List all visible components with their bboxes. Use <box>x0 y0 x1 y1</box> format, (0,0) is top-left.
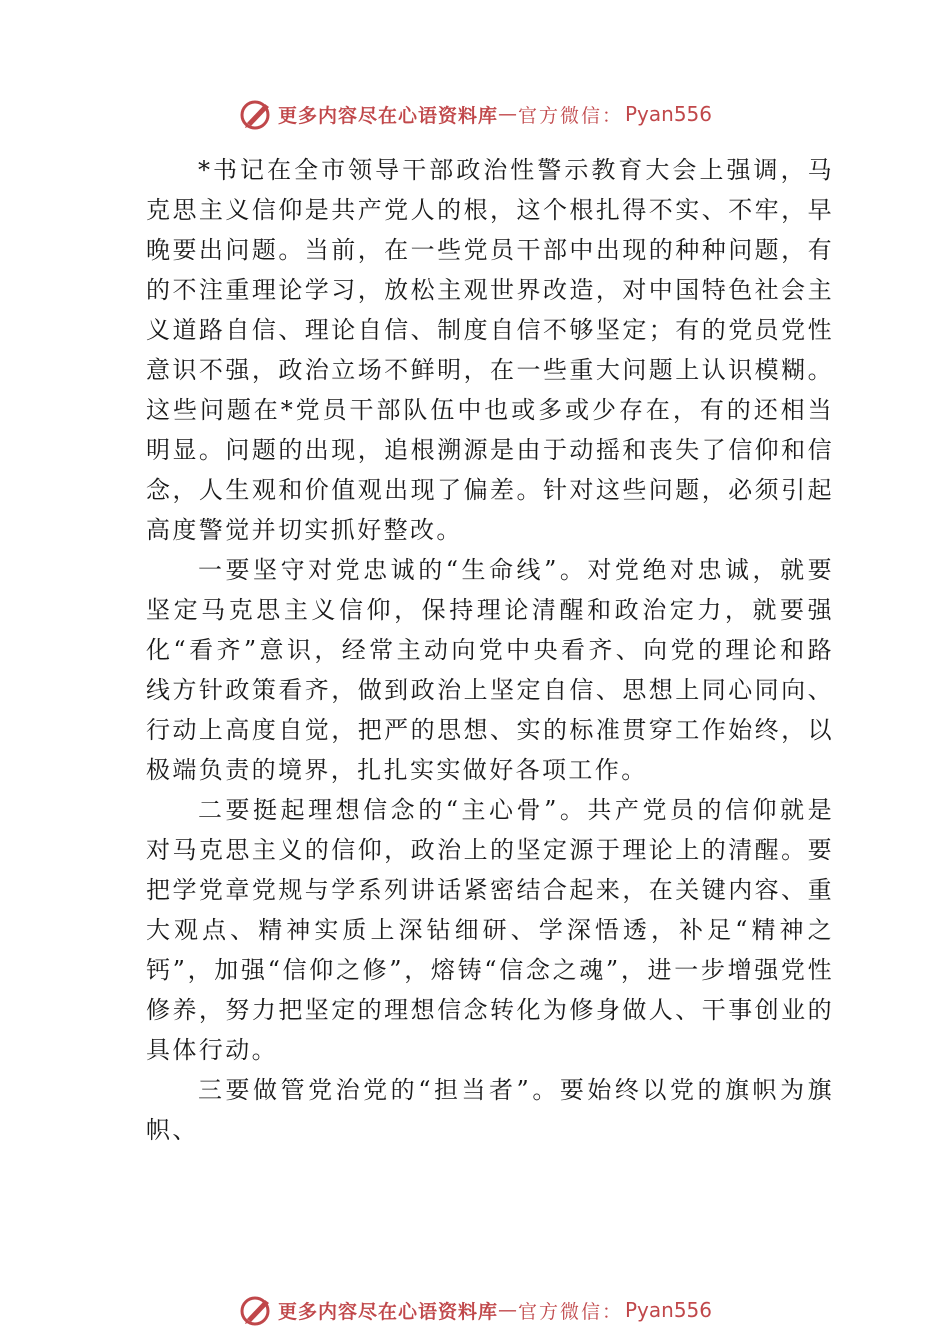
footer-banner <box>0 1290 950 1330</box>
paragraph-governance: 三要做管党治党的“担当者”。要始终以党的旗帜为旗帜、 <box>146 1076 834 1144</box>
banner-wechat-id: Pyan556 <box>625 1298 713 1322</box>
banner-main-text: 更多内容尽在心语资料库 <box>277 1300 498 1323</box>
banner-wechat-id: Pyan556 <box>625 102 713 126</box>
paragraph-ideals: 二要挺起理想信念的“主心骨”。共产党员的信仰就是对马克思主义的信仰，政治上的坚定源于理论上的清醒。要把学党章党规与学系列讲话紧密结合起来，在关键内容、重大观点、精神实质上深钻细研、学深悟透，补足“精神之钙”，加强“信仰之修”，熔铸“信念之魂”，进一步增强党性修养，努力把坚定的理想信念转化为修身做人、干事创业的具体行动。 <box>146 796 834 1064</box>
pen-logo-icon <box>238 96 274 132</box>
paragraph-intro: *书记在全市领导干部政治性警示教育大会上强调，马克思主义信仰是共产党人的根，这个根扎得不实、不牢，早晚要出问题。当前，在一些党员干部中出现的种种问题，有的不注重理论学习，放松主观世界改造，对中国特色社会主义道路自信、理论自信、制度自信不够坚定；有的党员党性意识不强，政治立场不鲜明，在一些重大问题上认识模糊。 这些问题在*党员干部队伍中也或多或少存在，有的还相当明显。问题的出现，追根溯源是由于动摇和丧失了信仰和信念，人生观和价值观出现了偏差。针对这些问题，必须引起高度警觉并切实抓好整改。 <box>146 156 834 544</box>
header-banner <box>0 94 950 134</box>
pen-logo-icon <box>238 1292 274 1328</box>
banner-separator: — <box>497 103 518 125</box>
banner-wechat-label: 官方微信： <box>517 1300 623 1323</box>
banner-separator: — <box>497 1299 518 1321</box>
banner-main-text: 更多内容尽在心语资料库 <box>277 104 498 127</box>
banner-wechat-label: 官方微信： <box>517 104 623 127</box>
paragraph-loyalty: 一要坚守对党忠诚的“生命线”。对党绝对忠诚，就要坚定马克思主义信仰，保持理论清醒和政治定力，就要强化“看齐”意识，经常主动向党中央看齐、向党的理论和路线方针政策看齐，做到政治上坚定自信、思想上同心同向、行动上高度自觉，把严的思想、实的标准贯穿工作始终，以极端负责的境界，扎扎实实做好各项工作。 <box>146 556 834 784</box>
document-body <box>146 150 834 1150</box>
